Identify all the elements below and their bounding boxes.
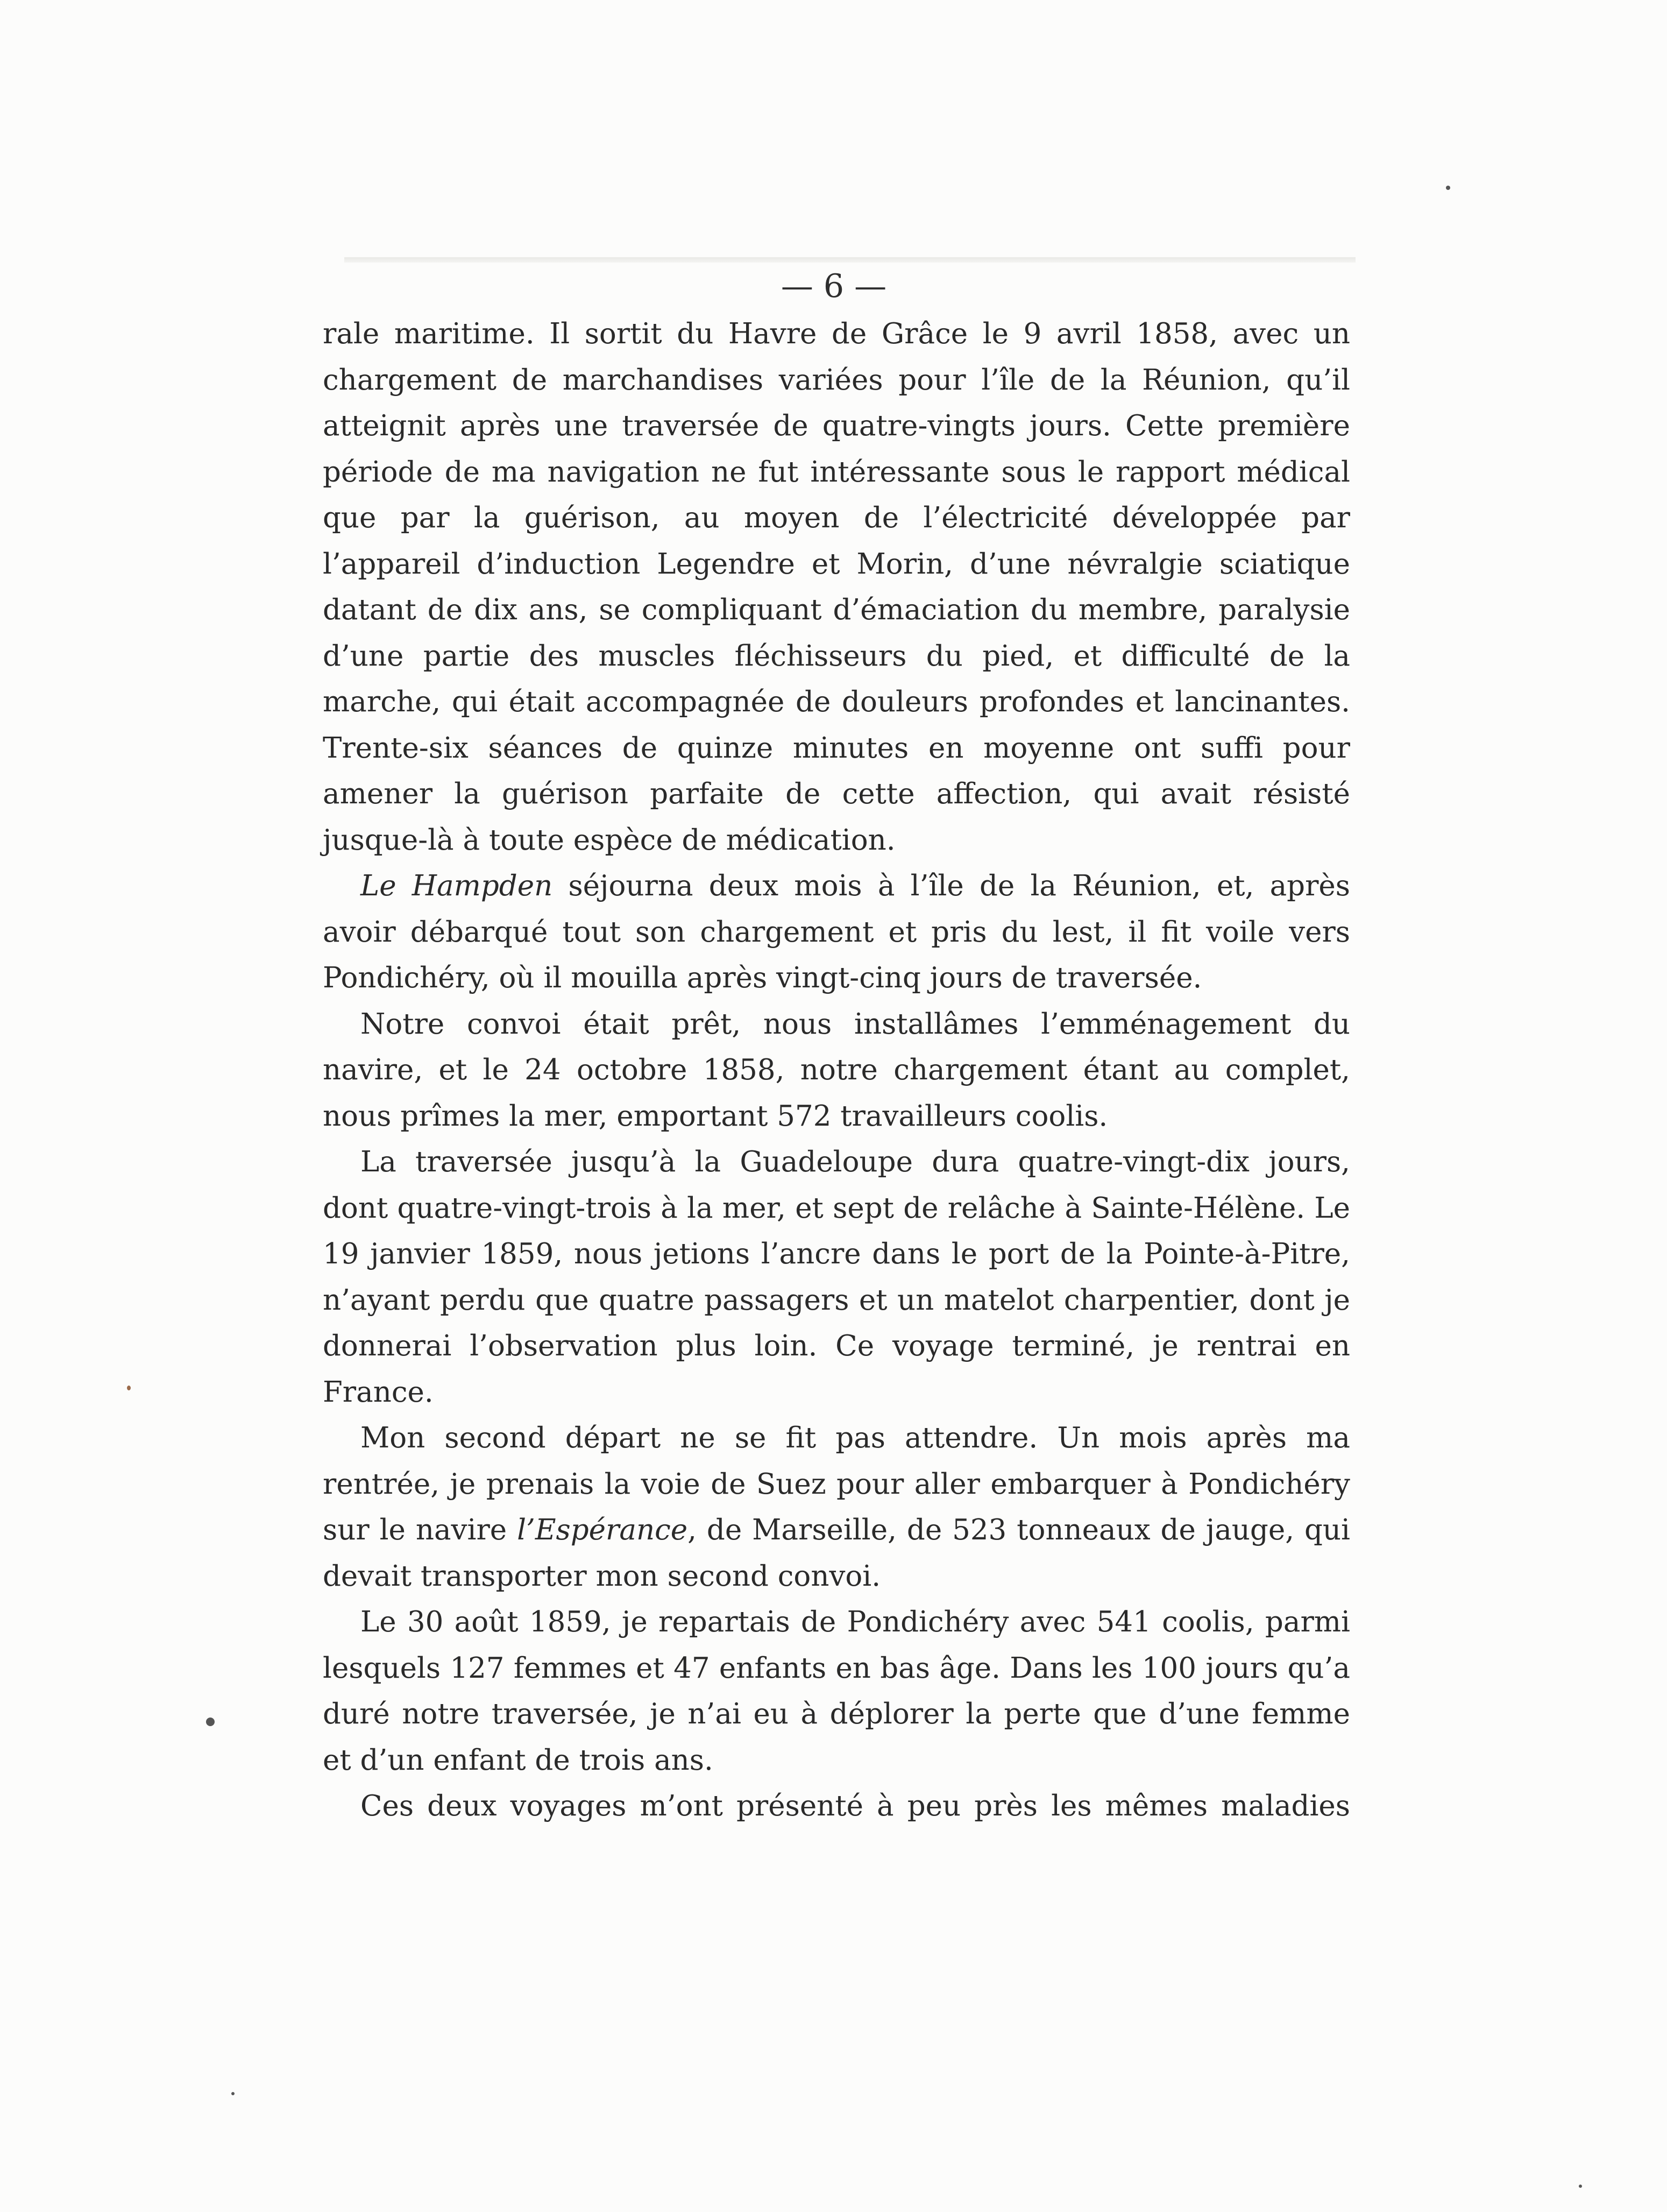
paragraph: Notre convoi était prêt, nous installâmes l’emménagement du navire, et le 24 octobre 1858, notre chargement étant au complet, nous prîmes la mer, emportant 572 travailleurs coolis. <box>323 1007 1350 1133</box>
ship-name: Le Hampden <box>360 870 553 902</box>
paper-speck <box>127 1386 131 1390</box>
paragraph <box>323 863 1350 1001</box>
paragraph-text: Mon second départ ne se fit pas attendre. Un mois après ma rentrée, je prenais la voie de Suez pour aller embarquer à Pondichéry sur le navire <box>323 1422 1350 1546</box>
header-rule <box>344 257 1356 263</box>
paragraph: rale maritime. Il sortit du Havre de Grâce le 9 avril 1858, avec un chargement de marchandises variées pour l’île de la Réunion, qu’il atteignit après une traversée de quatre-vingts jours. Cette première période de ma navigation ne fut intéressante sous le rapport médical que par la guérison, au moyen de l’électricité développée par l’appareil d’induction Legendre et Morin, d’une névralgie sciatique datant de dix ans, se compliquant d’émaciation du membre, paralysie d’une partie des muscles fléchisseurs du pied, et difficulté de la marche, qui était accompagnée de douleurs profondes et lancinantes. Trente-six séances de quinze minutes en moyenne ont suffi pour amener la guérison parfaite de cette affection, qui avait résisté jusque-là à toute espèce de médication. <box>323 317 1350 857</box>
paragraph: Le 30 août 1859, je repartais de Pondichéry avec 541 coolis, parmi lesquels 127 femmes et 47 enfants en bas âge. Dans les 100 jours qu’a duré notre traversée, je n’ai eu à déplorer la perte que d’une femme et d’un enfant de trois ans. <box>323 1606 1350 1777</box>
paragraph: Ces deux voyages m’ont présenté à peu près les mêmes maladies <box>360 1790 1350 1822</box>
ship-name: l’Espérance <box>517 1514 688 1546</box>
paragraph-text: séjourna deux mois à l’île de la Réunion, et, après avoir débarqué tout son chargement et pris du lest, il fit voile vers Pondichéry, où il mouilla après vingt-cinq jours de traversée. <box>323 870 1350 994</box>
paper-speck <box>231 2092 235 2095</box>
paper-speck <box>206 1718 215 1726</box>
page-number: — 6 — <box>781 267 887 305</box>
paper-speck <box>1579 2185 1582 2188</box>
paragraph: La traversée jusqu’à la Guadeloupe dura quatre-vingt-dix jours, dont quatre-vingt-trois à la mer, et sept de relâche à Sainte-Hélène. Le 19 janvier 1859, nous jetions l’ancre dans le port de la Pointe-à-Pitre, n’ayant perdu que quatre passagers et un matelot charpentier, dont je donnerai l’observation plus loin. Ce voyage terminé, je rentrai en France. <box>323 1146 1350 1409</box>
paragraph-text: , de Marseille, de 523 tonneaux de jauge, qui devait transporter mon second convoi. <box>323 1514 1350 1593</box>
body-text <box>323 311 1350 1829</box>
paragraph <box>323 1415 1350 1599</box>
paper-speck <box>1446 186 1450 190</box>
